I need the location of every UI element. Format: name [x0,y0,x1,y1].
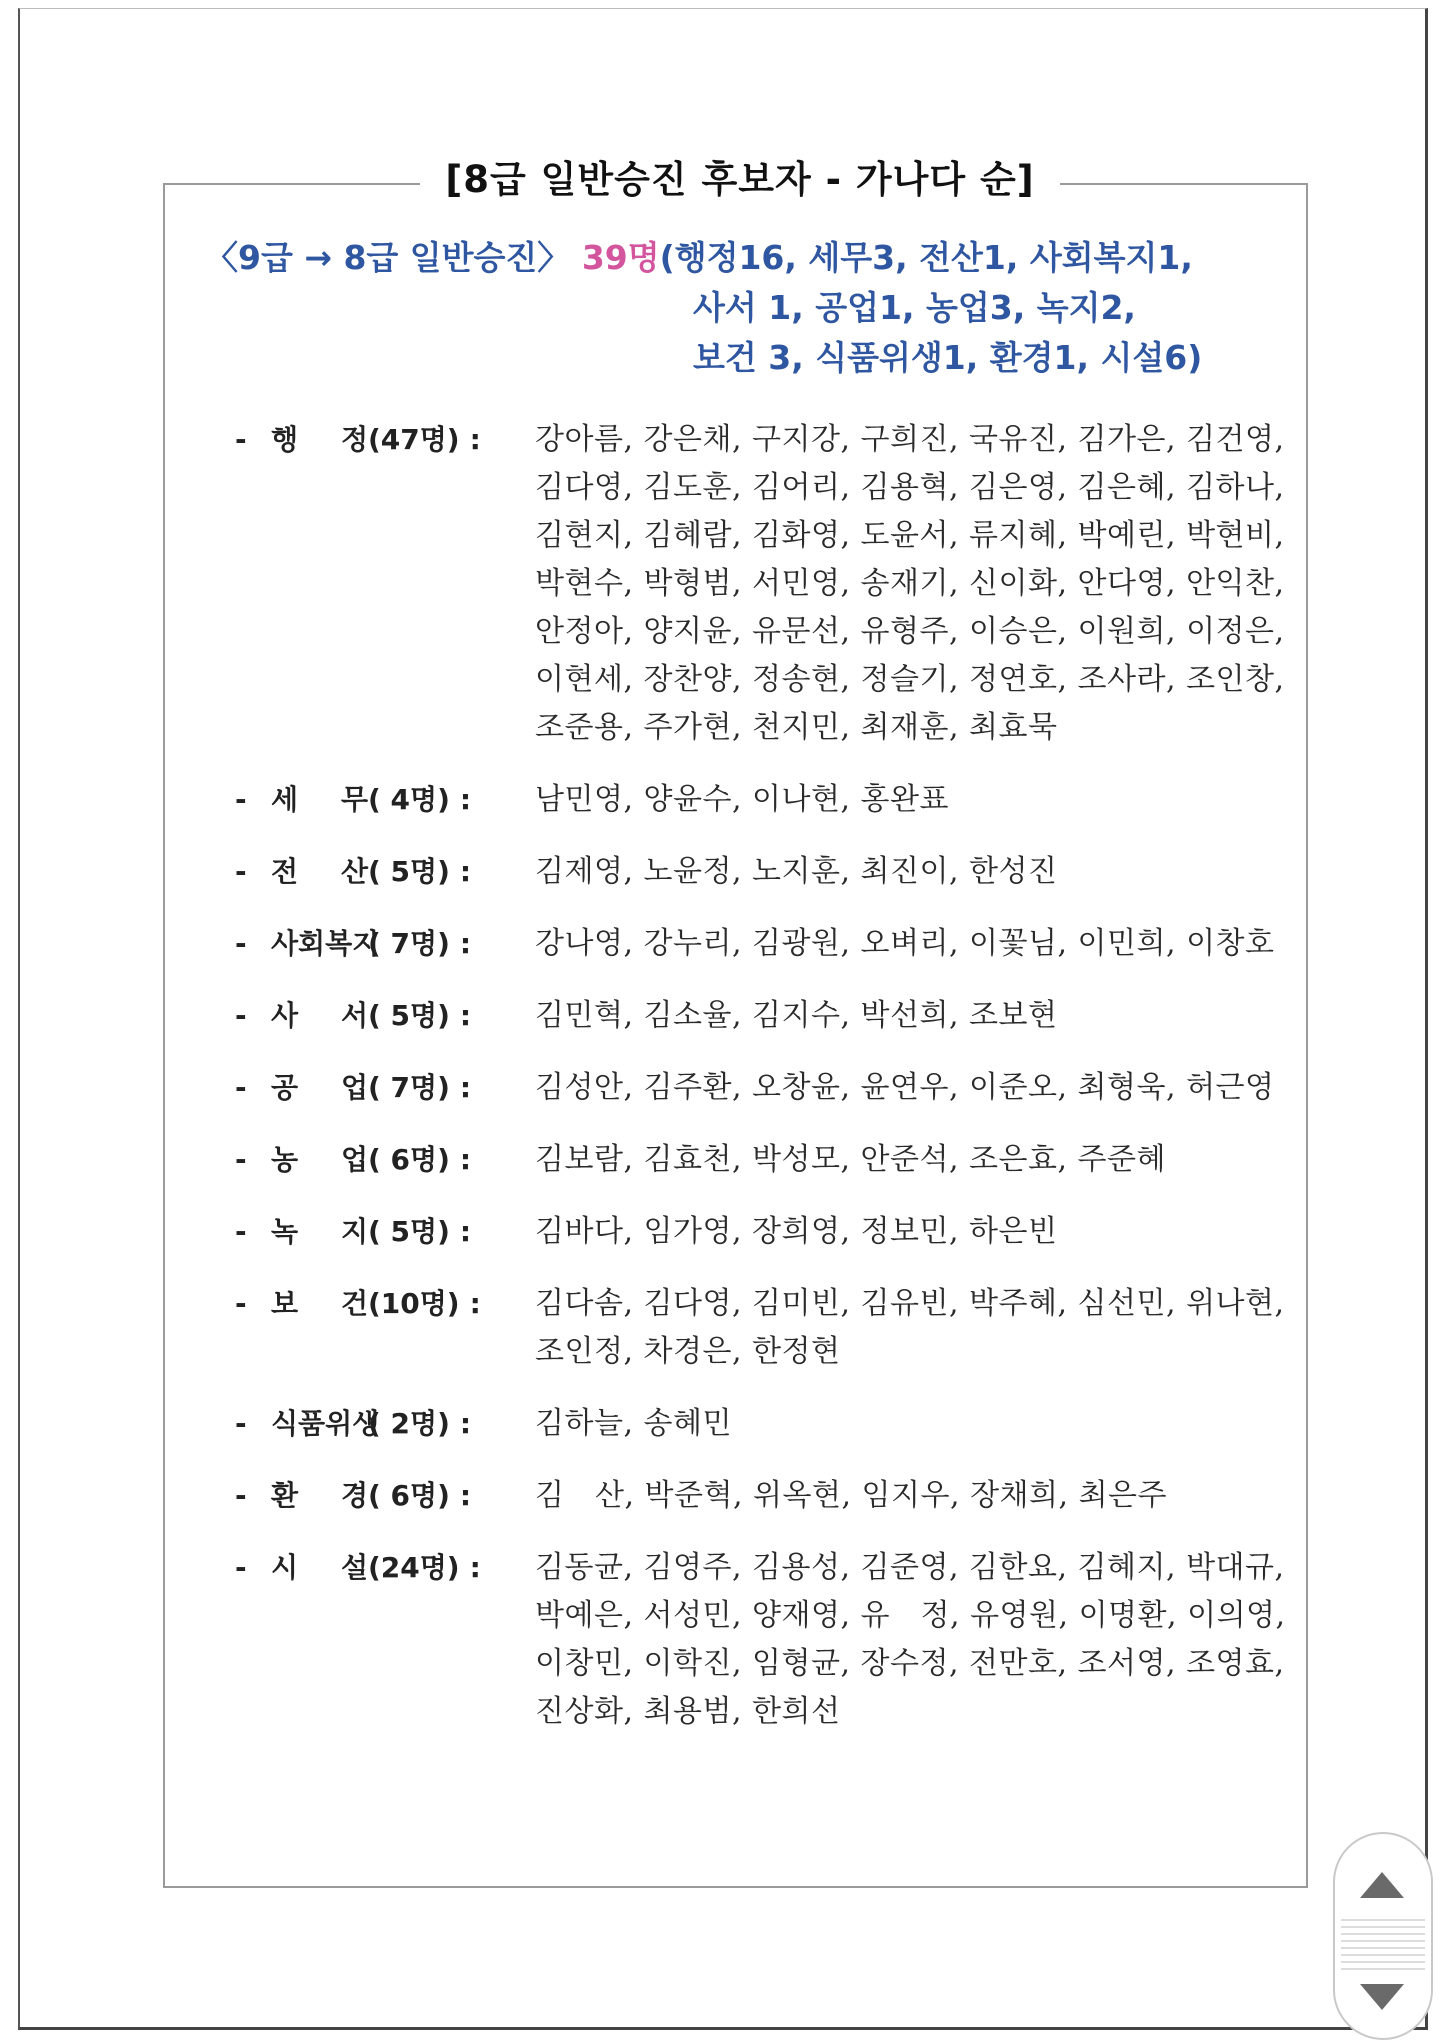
category-char-1: 농 [271,1143,299,1176]
category-entry [235,776,1295,824]
category-char-2: 업 [340,1143,368,1176]
category-dash: - [235,1479,247,1512]
candidate-names: 남민영, 양윤수, 이나현, 홍완표 [535,782,949,817]
category-char-1: 보 [271,1287,299,1320]
category-label [235,1136,535,1184]
category-char-2: 서 [340,999,368,1032]
category-entry [235,416,1295,752]
category-count: ( 5명) [368,999,450,1032]
candidate-list [235,416,1295,1760]
category-name [271,1208,368,1256]
candidate-names: 김제영, 노윤정, 노지훈, 최진이, 한성진 [535,854,1058,889]
page-title: [8급 일반승진 후보자 - 가나다 순] [420,148,1060,212]
scroll-control[interactable] [1333,1832,1433,2040]
category-label [235,1400,535,1448]
candidate-names: 김하늘, 송혜민 [535,1406,732,1441]
category-char-2: 산 [340,855,368,888]
category-count: ( 7명) [368,927,450,960]
candidate-names: 김 산, 박준혁, 위옥현, 임지우, 장채희, 최은주 [535,1478,1168,1513]
category-char-1: 사 [271,999,299,1032]
category-label [235,1472,535,1520]
category-count: ( 7명) [368,1071,450,1104]
candidate-names: 김다솜, 김다영, 김미빈, 김유빈, 박주혜, 심선민, 위나현, 조인정, 차경은, 한정현 [535,1286,1285,1369]
category-name [271,1280,368,1376]
category-entry [235,848,1295,896]
category-dash: - [235,783,247,816]
category-count: ( 6명) [368,1143,450,1176]
category-count: (24명) [368,1551,460,1584]
category-colon: : [459,999,472,1032]
category-char-1: 행 [271,423,299,456]
category-char-1: 세 [271,783,299,816]
category-entry [235,1208,1295,1256]
category-entry [235,1400,1295,1448]
candidate-names: 강아름, 강은채, 구지강, 구희진, 국유진, 김가은, 김건영, 김다영, 김도훈, 김어리, 김용혁, 김은영, 김은혜, 김하나, 김현지, 김혜람, 김화영, 도윤서, 류지혜, 박예린, 박현비, 박현수, 박형범, 서민영, 송재기, 신이화, 안다영, 안익찬, 안정아, 양지윤, 유문선, 유형주, 이승은, 이원희, 이정은, 이현세, 장찬양, 정송현, 정슬기, 정연호, 조사라, 조인창, 조준용, 주가현, 천지민, 최재훈, 최효묵 [535,422,1285,745]
category-count: (10명) [368,1287,460,1320]
summary-breakdown-1: (행정16, 세무3, 전산1, 사회복지1, [659,238,1193,277]
category-count: ( 2명) [368,1407,450,1440]
candidate-names: 김보람, 김효천, 박성모, 안준석, 조은효, 주준혜 [535,1142,1167,1177]
category-count: ( 4명) [368,783,450,816]
category-label [235,1280,535,1376]
category-dash: - [235,999,247,1032]
category-dash: - [235,1407,247,1440]
category-char-2: 무 [340,783,368,816]
category-label [235,1544,535,1736]
candidate-names: 김바다, 임가영, 장희영, 정보민, 하은빈 [535,1214,1058,1249]
category-entry [235,1064,1295,1112]
category-dash: - [235,1143,247,1176]
scroll-up-icon[interactable] [1360,1872,1404,1898]
category-count: ( 5명) [368,855,450,888]
summary-breakdown-3: 보건 3, 식품위생1, 환경1, 시설6) [693,338,1203,377]
scroll-down-icon[interactable] [1360,1984,1404,2010]
category-dash: - [235,1071,247,1104]
candidate-names: 강나영, 강누리, 김광원, 오벼리, 이꽃님, 이민희, 이창호 [535,926,1275,961]
category-dash: - [235,1551,247,1584]
category-char-1: 시 [271,1551,299,1584]
summary-breakdown-2: 사서 1, 공업1, 농업3, 녹지2, [693,288,1136,327]
category-name [271,992,368,1040]
category-colon: : [469,1551,481,1584]
category-label [235,848,535,896]
category-char-2: 지 [340,1215,368,1248]
category-char-2: 설 [340,1551,368,1584]
scroll-grip[interactable] [1341,1919,1425,1971]
category-entry [235,1136,1295,1184]
category-char-1: 전 [271,855,299,888]
category-entry [235,992,1295,1040]
candidate-names: 김민혁, 김소율, 김지수, 박선희, 조보현 [535,998,1058,1033]
category-entry [235,1472,1295,1520]
category-dash: - [235,1215,247,1248]
category-colon: : [459,1479,472,1512]
category-colon: : [459,855,472,888]
category-colon: : [469,423,481,456]
category-count: ( 6명) [368,1479,450,1512]
candidate-names: 김동균, 김영주, 김용성, 김준영, 김한요, 김혜지, 박대규, 박예은, 서성민, 양재영, 유 정, 유영원, 이명환, 이의영, 이창민, 이학진, 임형균, 장수정, 전만호, 조서영, 조영효, 진상화, 최용범, 한희선 [535,1550,1286,1729]
category-char-2: 건 [340,1287,368,1320]
category-colon: : [459,1071,472,1104]
category-dash: - [235,927,247,960]
category-colon: : [459,783,472,816]
category-name [271,1136,368,1184]
candidate-names: 김성안, 김주환, 오창윤, 윤연우, 이준오, 최형욱, 허근영 [535,1070,1275,1105]
category-count: (47명) [368,423,460,456]
category-colon: : [459,1143,472,1176]
category-name [271,1064,368,1112]
category-entry [235,1544,1295,1736]
promotion-summary [205,233,1285,383]
category-char-2: 업 [340,1071,368,1104]
category-entry [235,920,1295,968]
summary-line-1 [205,233,1285,283]
category-name: 식품위생 [271,1407,380,1440]
category-label [235,416,535,752]
category-name [271,416,368,752]
category-label [235,992,535,1040]
category-count: ( 5명) [368,1215,450,1248]
category-colon: : [469,1287,481,1320]
category-dash: - [235,1287,247,1320]
summary-label: 〈9급 → 8급 일반승진〉 [205,238,571,277]
category-char-1: 녹 [271,1215,299,1248]
category-colon: : [459,1407,472,1440]
category-char-1: 환 [271,1479,299,1512]
category-char-1: 공 [271,1071,299,1104]
category-name [271,776,368,824]
category-entry [235,1280,1295,1376]
category-dash: - [235,423,247,456]
category-name: 사회복지 [271,927,380,960]
category-label [235,920,535,968]
category-char-2: 정 [340,423,368,456]
category-colon: : [459,927,472,960]
category-name [271,1544,368,1736]
category-dash: - [235,855,247,888]
category-label [235,776,535,824]
category-label [235,1208,535,1256]
category-colon: : [459,1215,472,1248]
category-name [271,848,368,896]
category-name [271,1472,368,1520]
summary-total: 39명 [581,238,660,277]
category-char-2: 경 [340,1479,368,1512]
category-label [235,1064,535,1112]
